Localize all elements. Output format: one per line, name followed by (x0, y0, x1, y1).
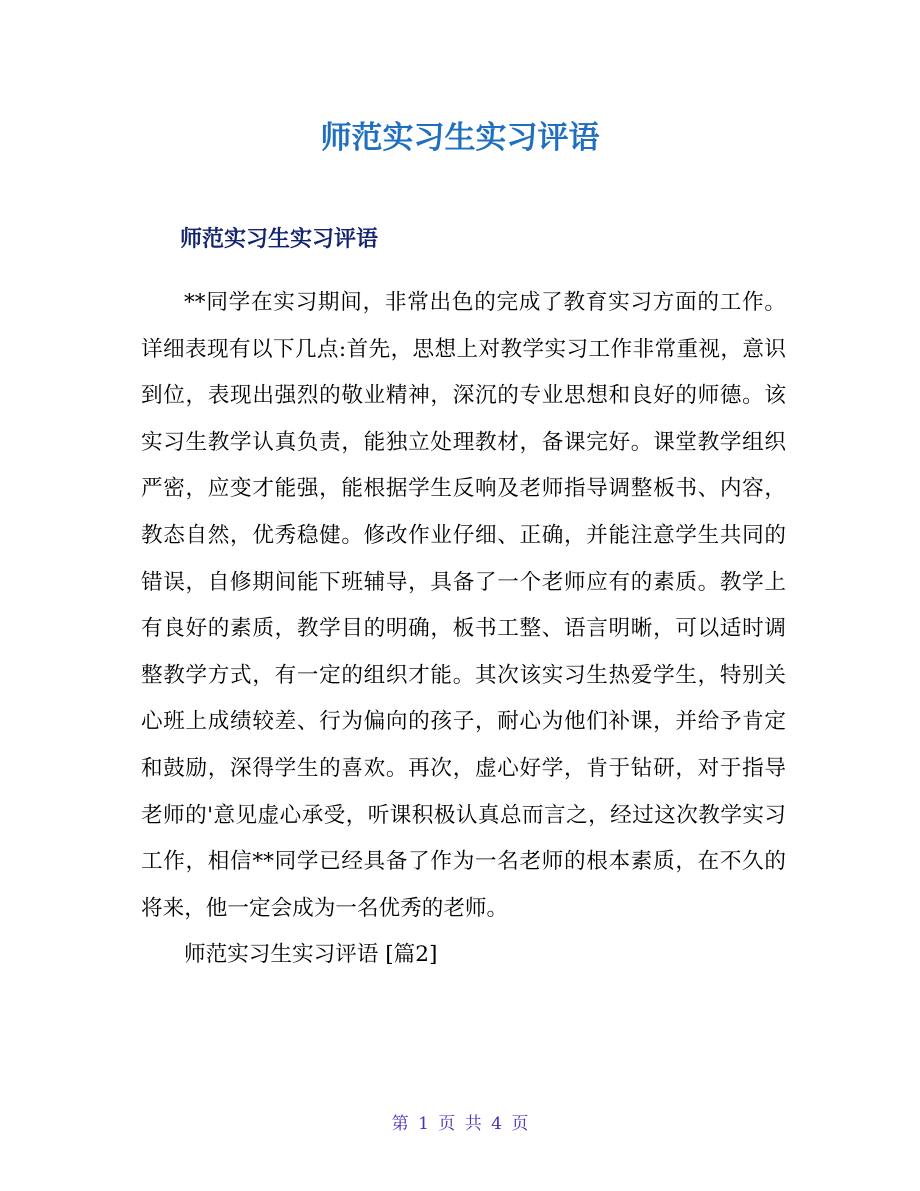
body-paragraph-2: 师范实习生实习评语 [篇2] (184, 942, 438, 968)
page-title: 师范实习生实习评语 (320, 120, 600, 156)
document-body (141, 280, 786, 979)
section-heading: 师范实习生实习评语 (180, 227, 379, 252)
body-paragraph-1: **同学在实习期间，非常出色的完成了教育实习方面的工作。详细表现有以下几点:首先，思想上对教学实习工作非常重视，意识到位，表现出强烈的敬业精神，深沉的专业思想和良好的师德。该实习生教学认真负责，能独立处理教材，备课完好。课堂教学组织严密，应变才能强，能根据学生反响及老师指导调整板书、内容，教态自然，优秀稳健。修改作业仔细、正确，并能注意学生共同的错误，自修期间能下班辅导，具备了一个老师应有的素质。教学上有良好的素质，教学目的明确，板书工整、语言明晰，可以适时调整教学方式，有一定的组织才能。其次该实习生热爱学生，特别关心班上成绩较差、行为偏向的孩子，耐心为他们补课，并给予肯定和鼓励，深得学生的喜欢。再次，虚心好学，肯于钻研，对于指导老师的'意见虚心承受，听课积极认真总而言之，经过这次教学实习工作，相信**同学已经具备了作为一名老师的根本素质，在不久的将来，他一定会成为一名优秀的老师。 (141, 290, 786, 921)
page-footer: 第 1 页 共 4 页 (391, 1114, 529, 1134)
